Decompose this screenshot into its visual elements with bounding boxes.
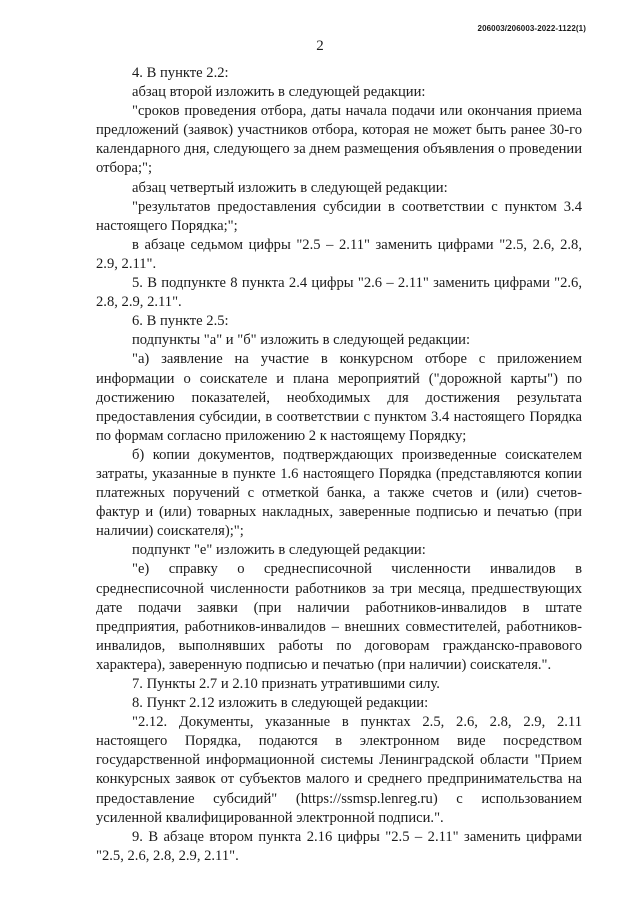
paragraph: абзац второй изложить в следующей редакции: [132,84,426,101]
paragraph: 6. В пункте 2.5: [132,313,229,330]
paragraph: в абзаце седьмом цифры "2.5 – 2.11" заменить цифрами "2.5, 2.6, 2.8, 2.9, 2.11". [96,236,582,272]
paragraph: подпункт "е" изложить в следующей редакции: [132,542,426,559]
paragraph: 8. Пункт 2.12 изложить в следующей редакции: [132,695,429,712]
paragraph: "а) заявление на участие в конкурсном отборе с приложением информации о соискателе и плана мероприятий ("дорожной карты") по достижению показателей, необходимых для достижения результата предоставления субсидии, в соответствии с пунктом 3.4 настоящего Порядка по формам согласно приложению 2 к настоящему Порядку; [96,351,582,444]
paragraph: "е) справку о среднесписочной численности инвалидов в среднесписочной численности работников за три месяца, предшествующих дате подачи заявки (при наличии работников-инвалидов в штате предприятия, работников-инвалидов – внешних совместителей, работников-инвалидов, выполнявших работы по договорам гражданско-правового характера), заверенную подписью и печатью (при наличии) соискателя.". [96,561,582,673]
paragraph: подпункты "а" и "б" изложить в следующей редакции: [132,332,471,349]
paragraph: "2.12. Документы, указанные в пунктах 2.5, 2.6, 2.8, 2.9, 2.11 настоящего Порядка, подаются в электронном виде посредством государственной информационной системы Ленинградской области "Прием конкурсных заявок от субъектов малого и среднего предпринимательства на предоставление субсидий" (https://ssmsp.lenreg.ru) с использованием усиленной квалифицированной электронной подписи.". [96,714,582,826]
paragraph: абзац четвертый изложить в следующей редакции: [132,179,448,196]
paragraph: "результатов предоставления субсидии в соответствии с пунктом 3.4 настоящего Порядка;"; [96,198,582,234]
page-number: 2 [316,38,324,54]
document-code: 206003/206003-2022-1122(1) [477,24,586,33]
document-body [96,64,582,866]
paragraph: 9. В абзаце втором пункта 2.16 цифры "2.5 – 2.11" заменить цифрами "2.5, 2.6, 2.8, 2.9, 2.11". [96,828,582,864]
paragraph: б) копии документов, подтверждающих произведенные соискателем затраты, указанные в пункте 1.6 настоящего Порядка (представляются копии платежных поручений с отметкой банка, а также счетов и (или) счетов-фактур и (или) товарных накладных, заверенные подписью и печатью (при наличии) соискателя);"; [96,446,582,540]
paragraph: 4. В пункте 2.2: [132,65,229,81]
paragraph: 5. В подпункте 8 пункта 2.4 цифры "2.6 – 2.11" заменить цифрами "2.6, 2.8, 2.9, 2.11". [96,275,582,311]
paragraph: 7. Пункты 2.7 и 2.10 признать утратившими силу. [132,676,440,692]
paragraph: "сроков проведения отбора, даты начала подачи или окончания приема предложений (заявок) участников отбора, которая не может быть ранее 30-го календарного дня, следующего за днем размещения объявления о проведении отбора;"; [96,103,582,177]
